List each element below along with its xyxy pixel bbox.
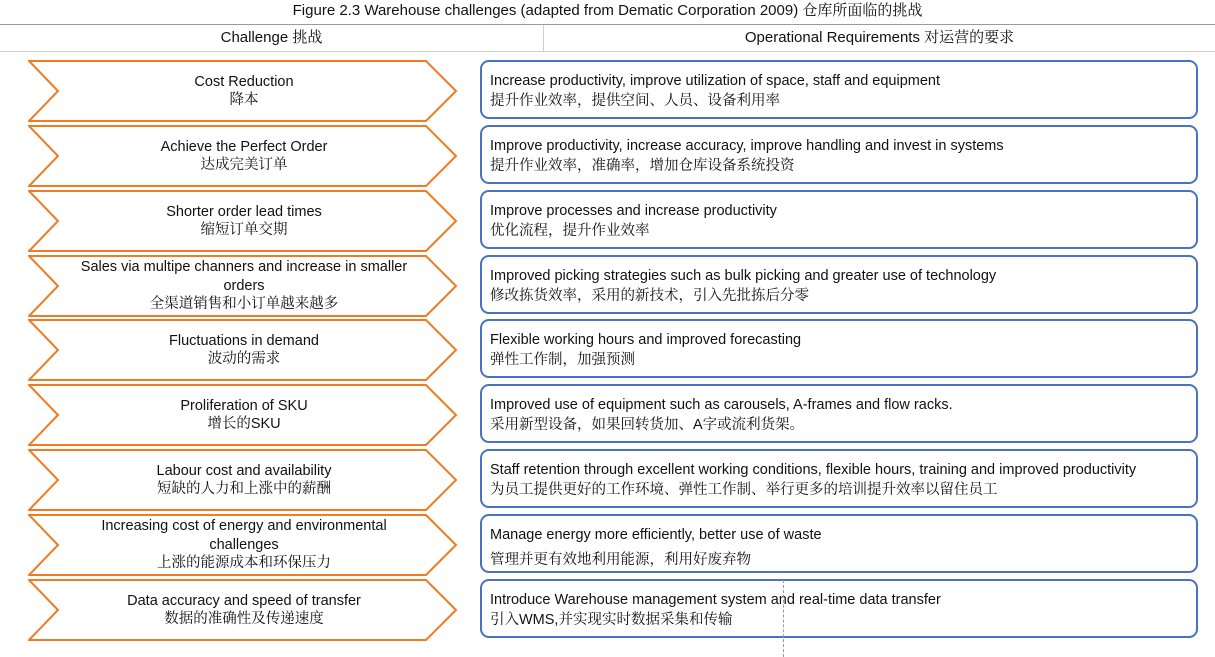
- requirement-text: [490, 330, 1190, 370]
- requirement-box: [480, 319, 1198, 378]
- requirement-text: [490, 525, 1190, 570]
- challenge-en: Cost Reduction: [194, 73, 294, 90]
- challenge-zh: 上涨的能源成本和环保压力: [157, 555, 331, 572]
- challenge-label: [70, 60, 418, 122]
- challenge-label: [70, 319, 418, 381]
- requirement-box: [480, 190, 1198, 249]
- challenge-label: [70, 384, 418, 446]
- requirement-text: [490, 460, 1190, 500]
- challenge-label: [70, 514, 418, 576]
- requirement-text: [490, 71, 1190, 111]
- requirement-en: Improve processes and increase productivity: [490, 203, 777, 219]
- diagram-row: [0, 60, 1215, 122]
- requirement-en: Increase productivity, improve utilization of space, staff and equipment: [490, 73, 941, 89]
- challenge-zh: 缩短订单交期: [200, 222, 288, 238]
- requirement-zh: 提升作业效率，提供空间、人员、设备利用率: [490, 93, 780, 109]
- challenge-en: Fluctuations in demand: [169, 332, 319, 349]
- challenge-zh: 波动的需求: [207, 351, 281, 367]
- diagram-row: [0, 449, 1215, 511]
- requirement-box: [480, 125, 1198, 184]
- challenge-label: [70, 190, 418, 252]
- requirement-zh: 弹性工作制，加强预测: [490, 352, 635, 368]
- requirement-box: [480, 449, 1198, 508]
- requirement-en: Flexible working hours and improved forecasting: [490, 332, 802, 348]
- challenge-en: Labour cost and availability: [156, 462, 332, 479]
- challenge-en: Achieve the Perfect Order: [160, 138, 328, 155]
- challenge-en: Shorter order lead times: [166, 203, 322, 220]
- figure-title: Figure 2.3 Warehouse challenges (adapted from Dematic Corporation 2009) 仓库所面临的挑战: [292, 2, 923, 19]
- diagram-row: [0, 319, 1215, 381]
- challenge-label: [70, 255, 418, 317]
- requirement-text: [490, 201, 1190, 241]
- requirement-en: Staff retention through excellent working conditions, flexible hours, training and improved productivity: [490, 462, 1137, 478]
- requirement-zh: 提升作业效率，准确率，增加仓库设备系统投资: [490, 158, 795, 174]
- guide-line: [783, 580, 784, 657]
- challenge-column-header: Challenge 挑战: [220, 29, 323, 46]
- requirement-en: Improve productivity, increase accuracy, improve handling and invest in systems: [490, 138, 1004, 154]
- diagram-row: [0, 125, 1215, 187]
- challenge-zh: 全渠道销售和小订单越来越多: [149, 296, 339, 313]
- requirement-box: [480, 514, 1198, 573]
- challenge-en: Increasing cost of energy and environmental challenges: [101, 518, 387, 553]
- challenge-label: [70, 579, 418, 641]
- diagram-row: [0, 384, 1215, 446]
- challenge-zh: 数据的准确性及传递速度: [164, 611, 324, 627]
- requirement-box: [480, 579, 1198, 638]
- challenge-en: Sales via multipe channers and increase in smaller orders: [80, 259, 408, 294]
- requirement-zh: 采用新型设备，如果回转货加、A字或流利货架。: [490, 417, 805, 433]
- challenge-en: Data accuracy and speed of transfer: [127, 592, 361, 609]
- requirement-box: [480, 255, 1198, 314]
- challenge-zh: 降本: [229, 92, 259, 108]
- requirement-text: [490, 266, 1190, 306]
- diagram-row: [0, 579, 1215, 641]
- requirement-zh: 引入WMS,并实现实时数据采集和传输: [490, 612, 733, 628]
- requirement-box: [480, 60, 1198, 119]
- challenge-label: [70, 449, 418, 511]
- requirement-zh: 修改拣货效率，采用的新技术，引入先批拣后分零: [490, 288, 809, 304]
- requirement-en: Manage energy more efficiently, better use of waste: [490, 527, 822, 543]
- challenge-zh: 达成完美订单: [200, 157, 288, 173]
- requirement-text: [490, 395, 1190, 435]
- diagram-row: [0, 255, 1215, 317]
- challenge-zh: 短缺的人力和上涨中的薪酬: [157, 481, 331, 497]
- requirement-zh: 为员工提供更好的工作环境、弹性工作制、举行更多的培训提升效率以留住员工: [490, 482, 998, 498]
- challenge-en: Proliferation of SKU: [180, 397, 308, 414]
- requirement-text: [490, 590, 1190, 630]
- challenge-label: [70, 125, 418, 187]
- requirement-zh: 管理并更有效地利用能源，利用好废弃物: [490, 552, 751, 568]
- requirement-en: Improved use of equipment such as carousels, A-frames and flow racks.: [490, 397, 953, 413]
- requirement-box: [480, 384, 1198, 443]
- diagram-row: [0, 514, 1215, 576]
- requirement-text: [490, 136, 1190, 176]
- requirement-en: Improved picking strategies such as bulk picking and greater use of technology: [490, 268, 997, 284]
- requirement-zh: 优化流程，提升作业效率: [490, 223, 650, 239]
- diagram-row: [0, 190, 1215, 252]
- requirements-column-header: Operational Requirements 对运营的要求: [744, 29, 1015, 46]
- requirement-en: Introduce Warehouse management system and real-time data transfer: [490, 592, 941, 608]
- challenge-zh: 增长的SKU: [207, 416, 281, 432]
